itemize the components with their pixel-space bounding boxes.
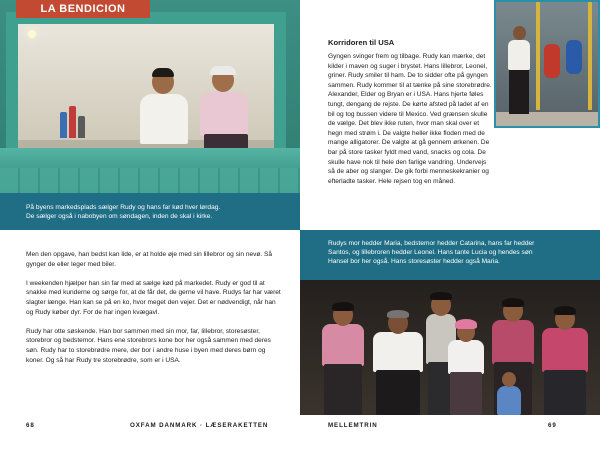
section-heading: Korridoren til USA [328,38,395,47]
family-member [320,302,366,415]
caption-line: De sælger også i nabobyen om søndagen, inden de skal i kirke. [26,213,213,221]
caption-line: Rudys mor hedder Maria, bedstemor hedder Catarina, hans far hedder [328,240,535,247]
photo-caption-right [300,230,600,280]
page-number-left: 68 [26,422,35,429]
photo-caption-left [0,193,300,230]
family-member [496,372,522,415]
family-photo [300,280,600,415]
family-member [370,310,426,415]
stall-sign: LA BENDICION [16,0,150,18]
swing-photo [494,0,600,128]
caption-line: Hansel bor her også. Hans storesøster hedder også Maria. [328,258,500,266]
counter-tiles [0,168,300,193]
family-group [300,280,600,415]
caption-line: På byens markedsplads sælger Rudy og hans far kød hver lørdag. [26,204,221,211]
body-text-right [328,52,492,196]
section-label: MELLEMTRIN [328,422,378,429]
family-member [540,304,590,415]
right-page [300,0,600,453]
lamp-icon [28,30,36,38]
publisher-label: OXFAM DANMARK · LÆSERAKETTEN [130,422,269,429]
paragraph: Gyngen svinger frem og tilbage. Rudy kan mærke, det kilder i maven og suger i brystet. Hans lillebror, Leonel, griner. Rudy smiler til ham. De to sidder ofte på gyngen sammen. Rudy kommer til at tænke på sine storebrødre. Alexander, Elder og Bryan er i USA. Hans hjerte føles tungt, dengang de rejste. De kørte afsted på ladet af en bil og tog bussen videre til Mexico. Ved grænsen skulle de vælge. Det blev ikke ruten, hvor man skal over et hegn med strøm i. De valgte heller ikke floden med de mange alligatorer. De valgte at gå gennem ørkenen. De bar på store tasker fyldt med vand, snacks og cola. De skulle have nok til hele den farlige vandring. Undervejs så de aber og slanger. De gik forbi menneskekranier og efterladte tasker. Hele rejsen tog en måned. [328,53,492,185]
family-member [446,320,486,415]
caption-line: Santos, og lillebroren hedder Leonel. Hans tante Lucia og hendes søn [328,249,533,257]
market-stall-photo [0,0,300,193]
paragraph: I weekenden hjælper han sin far med at sælge kød på markedet. Rudy er god til at snakke med kunderne og sørge for, at de får det, de gerne vil have. Rudys far har været slagter længe. Han kan se på en ko, hvor meget den vejer. Det er nødvendigt, når han og Rudy køber dyr. For de har ingen kvægavl. [26,279,281,316]
paragraph: Men den opgave, han bedst kan lide, er at holde øje med sin lillebror og sin nevø. Så gynger de eller leger med biler. [26,251,273,268]
paragraph: Rudy har otte søskende. Han bor sammen med sin mor, far, lillebror, storesøster, storebror og bedstemor. Hans ene storebrors kone bor her også sammen med deres søn. Rudy har to storebrødre mere, der bor i andre huse i byen med deres børn og koner. Og så har Rudy tre storebrødre, som er i USA. [26,327,271,364]
page-number-right: 69 [548,422,557,429]
rudy-figure [138,70,190,144]
body-text-left [26,250,282,375]
bottles-icon [60,98,90,138]
photo-frame [494,0,600,128]
